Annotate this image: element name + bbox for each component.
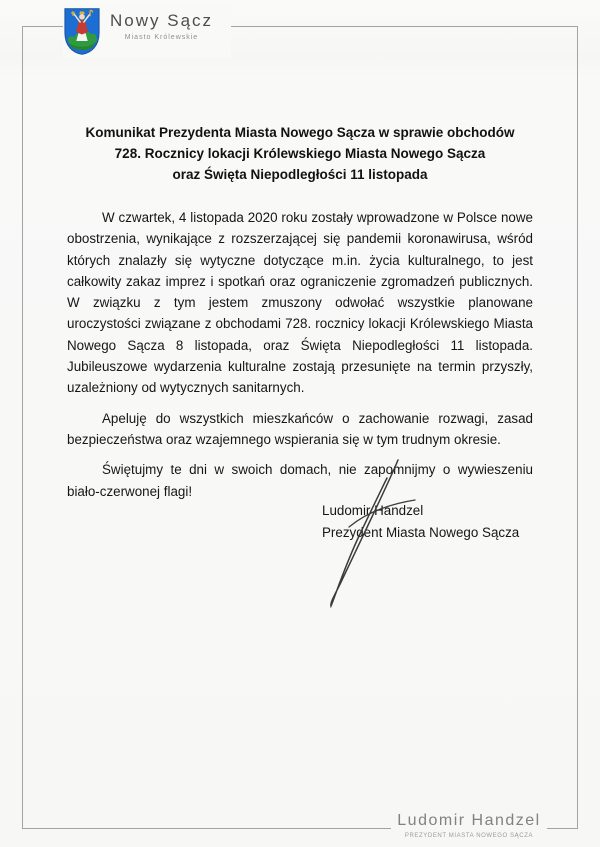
letter-title-line-2: 728. Rocznicy lokacji Królewskiego Miasta Nowego Sącza [114,146,486,161]
letter-body [67,207,533,502]
footer-signer-name: Ludomir Handzel [397,812,541,829]
paragraph-appeal: Apeluję do wszystkich mieszkańców o zachowanie rozwagi, zasad bezpieczeństwa oraz wzajemnego wspierania się w tym trudnym okresie. [67,410,533,447]
footer-signer-title: PREZYDENT MIASTA NOWEGO SĄCZA [404,833,534,839]
letter-content [67,122,533,511]
city-logo [63,2,231,58]
footer-signature [391,812,547,839]
coat-of-arms-icon [63,7,101,56]
letter-title-line-1: Komunikat Prezydenta Miasta Nowego Sącza w sprawie obchodów [85,125,515,140]
letter-title-line-3: oraz Święta Niepodległości 11 listopada [172,167,428,182]
paragraph-flag: Świętujmy te dni w swoich domach, nie zapomnijmy o wywieszeniu biało-czerwonej flagi! [67,462,533,499]
city-name: Nowy Sącz [110,11,214,30]
signer-name: Ludomir Handzel [322,503,424,518]
paragraph-restrictions: W czwartek, 4 listopada 2020 roku zostały wprowadzone w Polsce nowe obostrzenia, wynikające z rozszerzającej się pandemii koronawirusa, wśród których znalazły się wytyczne dotyczące m.in. życia kulturalnego, to jest całkowity zakaz imprez i spotkań oraz ograniczenie zgromadzeń publicznych. W związku z tym jestem zmuszony odwołać wszystkie planowane uroczystości związane z obchodami 728. rocznicy lokacji Królewskiego Miasta Nowego Sącza 8 listopada, oraz Święta Niepodległości 11 listopada. Jubileuszowe wydarzenia kulturalne zostają przesunięte na termin przyszły, uzależniony od wytycznych sanitarnych. [67,210,533,396]
city-logotype [110,11,213,41]
letter-title [67,122,533,185]
signer-title: Prezydent Miasta Nowego Sącza [322,524,520,540]
city-motto: Miasto Królewskie [124,34,199,41]
signature-block [322,500,519,543]
